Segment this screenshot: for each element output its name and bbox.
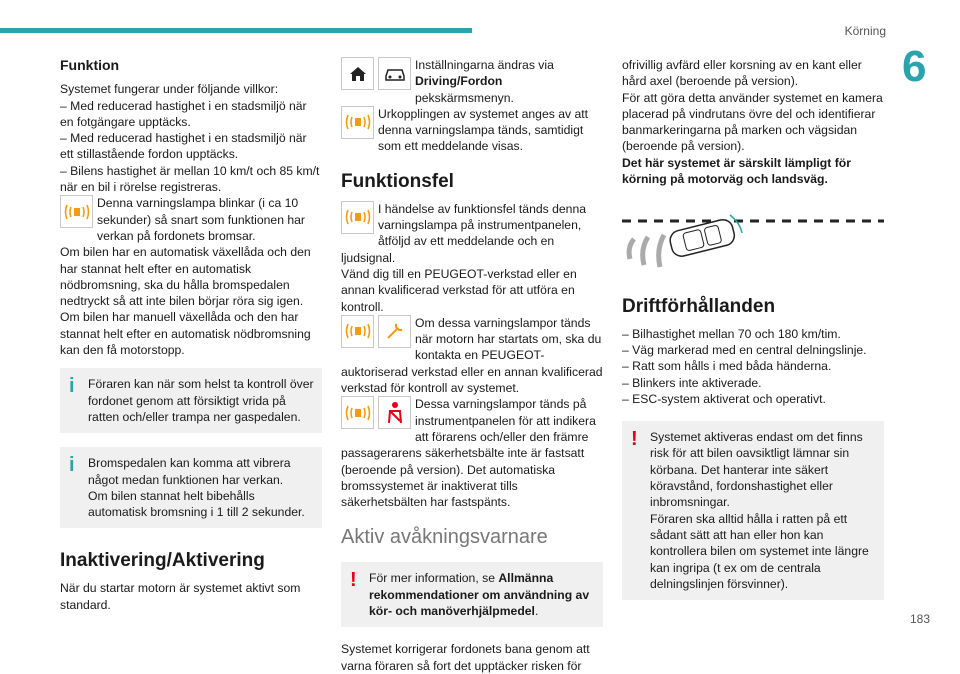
suitability-text: Det här systemet är särskilt lämpligt för körning på motorväg och landsväg. [622,155,851,187]
lamp-blink-text: Denna varningslampa blinkar (i ca 10 sekunder) så snart som funktionen har verkan på fordonets bromsar. Om bilen har en automatisk växellåda och den har stannat helt efter en automatisk nödbromsning, ska du hålla bromspedalen nedtryckt så att inte bilen börjar röra sig igen. Om bilen har manuell växellåda och den har stannat helt efter en automatisk nödbromsning kan den få motorstopp. [60,196,311,358]
correction-text: Systemet korrigerar fordonets bana genom att varna föraren så fort det upptäcker risken för [341,642,590,673]
warning-icon: ! [631,428,638,451]
warning-lamp-row [60,195,322,358]
collision-warning-lamp-icon [60,195,93,228]
seatbelt-text: Dessa varningslampor tänds på instrumentpanelen för att indikera att förarens och/eller den främre passagerarens säkerhetsbälte inte är fastsatt (beroende på version). Det automatiska bromssystemet är inaktiverat tills säkerhetsbälten har fastspänts. [341,397,596,510]
warning-icon: ! [350,569,357,592]
info-box-driver-control [60,368,322,433]
collision-warning-lamp-icon [341,396,374,429]
info-icon: i [69,454,75,477]
car-settings-icon [378,57,411,90]
collision-warning-lamp-icon [341,315,374,348]
disable-text: Urkopplingen av systemet anges av att denna varningslampa tänds, samtidigt som ett meddelande visas. [378,106,589,154]
page-number: 183 [909,612,930,626]
system-warning-text: Systemet aktiveras endast om det finns risk för att bilen oavsiktligt lämnar sin körbana. Det hanterar inte säkert köravstånd, fordonshastighet eller inbromsningar. Föraren ska alltid hålla i ratten på ett sådant sätt att han eller hon kan kontrollera bilen om systemet inte längre kan ingripa (t ex om de centrala delningslinjen försvinner). [650,430,869,591]
section-title: Körning [844,24,886,38]
chapter-number: 6 [902,42,927,91]
warning-box-system [622,421,884,600]
conditions-text: Systemet fungerar under följande villkor: – Med reducerad hastighet i en stadsmiljö när en fotgängare upptäcks. – Med reducerad hastighet i en stadsmiljö när ett stillastående fordon upptäcks. – Bilens hastighet är mellan 10 km/t och 85 km/t när en bil i rörelse registreras. [60,82,320,195]
restart-row [341,315,603,396]
heading-inaktivering: Inaktivering/Aktivering [60,550,265,572]
header-accent-bar [0,28,472,33]
restart-text: Om dessa varningslampor tänds när motorn har startats om, ska du kontakta en PEUGEOT-auktoriserad verkstad eller en annan kvalificerad verkstad för kontroll av systemet. [341,315,603,396]
lane-departure-illustration [622,201,884,275]
collision-warning-lamp-icon [341,106,374,139]
fault-row [341,201,603,315]
info-icon: i [69,375,75,398]
settings-text: Inställningarna ändras via Driving/Fordon pekskärmsmenyn. [415,58,554,105]
collision-warning-lamp-icon [341,201,374,234]
seatbelt-icon [378,396,411,429]
wrench-icon [378,315,411,348]
column-2 [341,57,603,674]
info-text-1: Föraren kan när som helst ta kontroll över fordonet genom att försiktigt vrida på ratten och/eller trampa ner gaspedalen. [88,377,314,424]
default-active-text: När du startar motorn är systemet aktivt som standard. [60,581,301,612]
settings-row [341,57,603,106]
more-info-text: För mer information, se Allmänna rekommendationer om användning av kör- och manöverhjälpmedel. [369,571,590,619]
info-box-brake-vibration [60,447,322,528]
home-icon [341,57,374,90]
heading-aktiv-avakningsvarnare: Aktiv avåkningsvarnare [341,526,548,549]
heading-funktion: Funktion [60,57,120,73]
conditions-list: – Bilhastighet mellan 70 och 180 km/tim. – Väg markerad med en central delningslinje. – Ratt som hålls i med båda händerna. – Blinkers inte aktiverade. – ESC-system aktiverat och operativt. [622,326,867,406]
warning-box-more-info [341,562,603,627]
column-3 [622,57,884,610]
column-1 [60,57,322,613]
info-text-2: Bromspedalen kan komma att vibrera något medan funktionen har verkan. Om bilen stannat helt bibehålls automatisk bromsning i 1 till 2 sekunder. [88,456,305,520]
camera-text: ofrivillig avfärd eller korsning av en kant eller hård axel (beroende på version). För att göra detta använder systemet en kamera placerad på vindrutans övre del och identifierar banmarkeringarna på marken och vägsidan (beroende på version). [622,58,883,154]
heading-funktionsfel: Funktionsfel [341,170,454,192]
fault-text: I händelse av funktionsfel tänds denna varningslampa på instrumentpanelen, åtföljd av ett meddelande och en ljudsignal. Vänd dig till en PEUGEOT-verkstad eller en annan kvalificerad verkstad för att utföra en kontroll. [341,201,587,314]
disable-row [341,106,603,155]
heading-driftforhallanden: Driftförhållanden [622,295,776,317]
seatbelt-row [341,396,603,510]
